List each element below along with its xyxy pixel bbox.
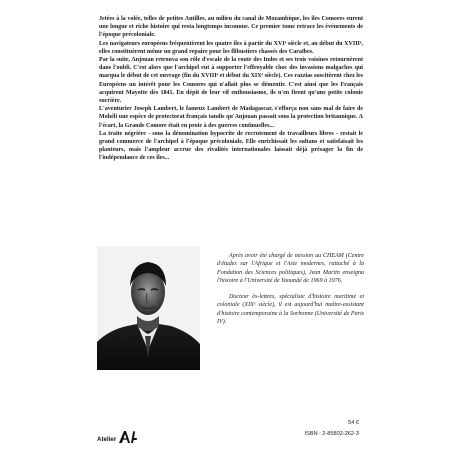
blurb-paragraph-1: Jetées à la volée, telles de petites Antilles, au milieu du canal de Mozambique, les îles Comores eurent une longue et riche histoire qui resta longtemps inconnue. Ce premier tome retrace les événements de l'époque précoloniale. [99, 16, 363, 39]
author-portrait-icon [97, 246, 200, 370]
back-cover-blurb [99, 15, 363, 163]
blurb-paragraph-5: La traite négrière - sous la dénomination hypocrite de recrutement de travailleurs libres - restait le grand commerce de l'archipel à l'époque précoloniale. Elle enrichissait les sultans et satisfaisait les planteurs, mais l'ampleur accrue des rivalités internationales laissait déjà présager la fin de l'indépendance de ces îles... [99, 130, 363, 162]
bio-paragraph-1: Après avoir été chargé de mission au CHEAM (Centre d'études sur l'Afrique et l'Asie modernes, rattaché à la Fondation des Sciences politiques), Jean Martin enseigna l'histoire à l'Université de Yaoundé de 1969 à 1976. [217, 253, 364, 284]
publisher-mark-icon [118, 430, 138, 444]
price-label: 54 € [348, 420, 359, 426]
blurb-paragraph-2: Les navigateurs européens fréquentèrent les quatre îles à partir du XVIᵉ siècle et, au début du XVIIIᵉ, elles constituèrent même un grand repaire pour les flibustiers chassés des Caraïbes. [99, 40, 363, 55]
publisher-logo [97, 430, 138, 444]
bio-paragraph-2: Docteur ès-lettres, spécialiste d'histoire maritime et coloniale (XIXᵉ siècle), il est aujourd'hui maître-assistant d'histoire contemporaine à la Sorbonne (Université de Paris IV). [217, 294, 364, 326]
blurb-paragraph-4: L'aventurier Joseph Lambert, le fameux Lambert de Madagascar, s'efforça non sans mal de faire de Mohéli une espèce de protectorat français tandis qu'Anjouan passait sous la protection britannique. A l'écart, la Grande Comore était en proie à des guerres continuelles... [99, 106, 363, 129]
author-portrait-photo [97, 246, 200, 370]
author-biography [217, 252, 364, 326]
isbn-label: ISBN : 2-85802-262-3 [304, 431, 359, 437]
blurb-paragraph-3: Par la suite, Anjouan retrouva son rôle d'escale de la route des Indes et ses trois voisines retournèrent dans l'oubli. C'est alors que l'archipel eut à supporter l'effroyable choc des invasions malgaches qui marqua le début de cet ouvrage (fin du XVIIIᵉ et début du XIXᵉ siècle). Ces razzias suscitèrent chez les Européens un intérêt pour les Comores qui n'allait plus se démentir. C'est ainsi que les Français acquirent Mayotte dès 1841. En dépit de leur vif enthousiasme, ils n'en firent qu'une petite colonie sucrière. [99, 57, 363, 105]
publisher-name: Atelier [97, 436, 117, 443]
